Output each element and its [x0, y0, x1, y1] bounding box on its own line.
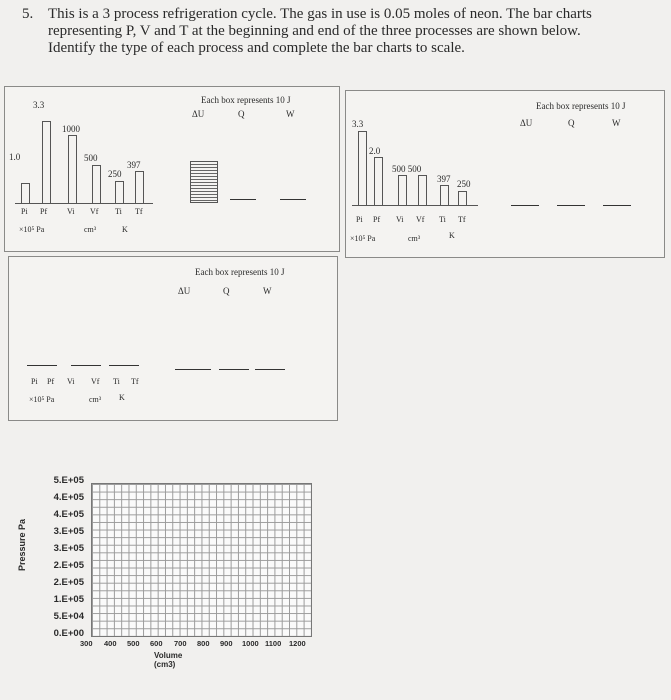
pv-y-tick-8: 5.E+04 — [53, 611, 84, 622]
p2-energy-du: ΔU — [520, 118, 533, 128]
p1-axis-pf: Pf — [40, 207, 48, 216]
p2-unit-temp: K — [449, 231, 455, 240]
p3-energy-dash-q — [219, 369, 249, 370]
p1-bar-tf — [135, 171, 144, 204]
p2-bar-pf — [374, 157, 383, 206]
pv-x-tick-0: 300 — [80, 639, 93, 648]
p2-energy-q: Q — [568, 118, 575, 128]
p3-energy-dash-w — [255, 369, 285, 370]
pv-x-tick-4: 700 — [174, 639, 187, 648]
pv-x-tick-8: 1100 — [265, 639, 282, 648]
p2-energy-title: Each box represents 10 J — [536, 101, 626, 111]
pv-x-tick-3: 600 — [150, 639, 163, 648]
p3-energy-dash-du — [175, 369, 211, 370]
p1-bar-pi — [21, 183, 30, 204]
p3-axis-ti: Ti — [113, 377, 120, 386]
p2-energy-dash-du — [511, 205, 539, 206]
pv-y-tick-7: 1.E+05 — [53, 594, 84, 605]
p2-unit-pressure: ×10⁵ Pa — [350, 234, 376, 243]
pv-y-tick-6: 2.E+05 — [53, 577, 84, 588]
p1-volume-small-label: 250 — [108, 169, 122, 179]
p1-temp-label: 397 — [127, 160, 141, 170]
p1-unit-volume: cm³ — [84, 225, 97, 234]
p3-axis-pi: Pi — [31, 377, 38, 386]
process-1-panel — [4, 86, 340, 252]
p1-bar-pf — [42, 121, 51, 204]
pv-y-tick-2: 4.E+05 — [53, 509, 84, 520]
p1-energy-dash-q — [230, 199, 256, 200]
pv-y-tick-4: 3.E+05 — [53, 543, 84, 554]
process-2-panel — [345, 90, 665, 258]
p1-unit-temp: K — [122, 225, 128, 234]
p2-bar-tf — [458, 191, 467, 206]
p1-energy-bar-du — [190, 161, 218, 203]
p1-energy-dash-w — [280, 199, 306, 200]
question-line-2: representing P, V and T at the beginning and end of the three processes are shown below. — [48, 23, 581, 39]
question-line-1: This is a 3 process refrigeration cycle. The gas in use is 0.05 moles of neon. The bar charts — [48, 6, 592, 22]
p1-baseline — [15, 203, 153, 204]
p3-axis-pf: Pf — [47, 377, 55, 386]
p1-bar-ti — [115, 181, 124, 204]
pv-x-tick-9: 1200 — [289, 639, 306, 648]
p1-axis-ti: Ti — [115, 207, 122, 216]
p1-energy-title: Each box represents 10 J — [201, 95, 291, 105]
p2-temp-bottom-label: 250 — [457, 179, 471, 189]
pv-x-tick-7: 1000 — [242, 639, 259, 648]
p2-volume-labels: 500 500 — [392, 164, 422, 174]
p2-axis-pi: Pi — [356, 215, 363, 224]
p2-bar-vf — [418, 175, 427, 206]
pv-x-axis-title: Volume (cm3) — [154, 651, 183, 669]
pv-x-tick-5: 800 — [197, 639, 210, 648]
p1-axis-vi: Vi — [67, 207, 75, 216]
p1-volume-top-label: 1000 — [62, 124, 80, 134]
p3-energy-title: Each box represents 10 J — [195, 267, 285, 277]
question-line-3: Identify the type of each process and complete the bar charts to scale. — [48, 40, 465, 56]
p2-temp-top-label: 397 — [437, 174, 451, 184]
question-number: 5. — [22, 6, 34, 22]
p1-energy-w: W — [286, 109, 295, 119]
p1-energy-du: ΔU — [192, 109, 205, 119]
p3-unit-temp: K — [119, 393, 125, 402]
pv-x-tick-2: 500 — [127, 639, 140, 648]
p2-baseline — [352, 205, 478, 206]
p3-unit-pressure: ×10⁵ Pa — [29, 395, 55, 404]
p1-pressure-top-label: 3.3 — [33, 100, 45, 110]
p3-axis-tf: Tf — [131, 377, 139, 386]
p2-bar-vi — [398, 175, 407, 206]
p3-energy-w: W — [263, 286, 272, 296]
pv-grid[interactable] — [91, 483, 312, 637]
p1-volume-mid-label: 500 — [84, 153, 98, 163]
p1-bar-vi — [68, 135, 77, 204]
p2-pressure-mid-label: 2.0 — [369, 146, 381, 156]
p1-unit-pressure: ×10⁵ Pa — [19, 225, 45, 234]
p1-axis-vf: Vf — [90, 207, 99, 216]
p3-bar-dash-t — [109, 365, 139, 366]
p1-axis-tf: Tf — [135, 207, 143, 216]
p3-axis-vi: Vi — [67, 377, 75, 386]
pv-x-tick-1: 400 — [104, 639, 117, 648]
p2-axis-vi: Vi — [396, 215, 404, 224]
pv-x-tick-6: 900 — [220, 639, 233, 648]
pv-y-tick-5: 2.E+05 — [53, 560, 84, 571]
p1-bar-vf — [92, 165, 101, 204]
p3-energy-du: ΔU — [178, 286, 191, 296]
pv-y-tick-0: 5.E+05 — [53, 475, 84, 486]
p3-bar-dash-v — [71, 365, 101, 366]
p2-pressure-top-label: 3.3 — [352, 119, 364, 129]
p1-energy-q: Q — [238, 109, 245, 119]
p3-unit-volume: cm³ — [89, 395, 102, 404]
p1-pressure-bottom-label: 1.0 — [9, 152, 21, 162]
pv-y-tick-1: 4.E+05 — [53, 492, 84, 503]
p2-axis-ti: Ti — [439, 215, 446, 224]
pv-y-axis-title: Pressure Pa — [17, 518, 27, 572]
p2-energy-dash-w — [603, 205, 631, 206]
p2-bar-ti — [440, 185, 449, 206]
p2-unit-volume: cm³ — [408, 234, 421, 243]
p2-axis-tf: Tf — [458, 215, 466, 224]
p2-axis-pf: Pf — [373, 215, 381, 224]
p2-bar-pi — [358, 131, 367, 206]
p3-energy-q: Q — [223, 286, 230, 296]
p3-bar-dash-p — [27, 365, 57, 366]
p2-energy-dash-q — [557, 205, 585, 206]
p3-axis-vf: Vf — [91, 377, 100, 386]
p1-axis-pi: Pi — [21, 207, 28, 216]
p2-axis-vf: Vf — [416, 215, 425, 224]
pv-y-tick-9: 0.E+00 — [53, 628, 84, 639]
pv-y-tick-3: 3.E+05 — [53, 526, 84, 537]
process-3-panel — [8, 256, 338, 421]
p2-energy-w: W — [612, 118, 621, 128]
